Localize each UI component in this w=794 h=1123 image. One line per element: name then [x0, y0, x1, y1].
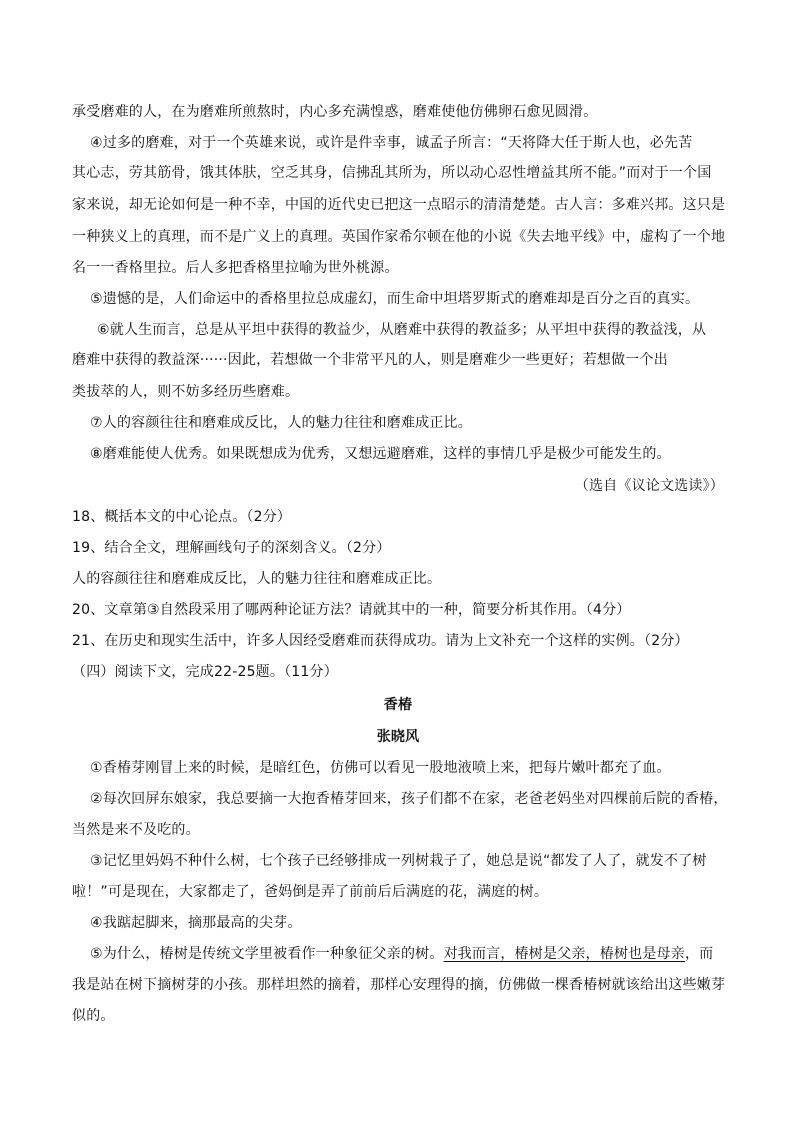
paragraph-8-line: ⑧磨难能使人优秀。如果既想成为优秀，又想远避磨难，这样的事情几乎是极少可能发生的。 [90, 446, 671, 462]
paragraph-line: 我是站在树下摘树芽的小孩。那样坦然的摘着，那样心安理得的摘，仿佛做一棵香椿树就该给出这些嫩芽 [72, 977, 726, 993]
paragraph-line: 类拔萃的人，则不妨多经历些磨难。 [72, 384, 300, 400]
paragraph-line: 承受磨难的人，在为磨难所煎熬时，内心多充满惶惑，磨难使他仿佛卵石愈见圆滑。 [72, 104, 598, 120]
question-19-quote: 人的容颜往往和磨难成反比，人的魅力往往和磨难成正比。 [72, 571, 442, 587]
paragraph-5-tail: ，而 [684, 946, 714, 962]
article-paragraph-1: ①香椿芽刚冒上来的时候，是暗红色，仿佛可以看见一股地液喷上来，把每片嫩叶都充了血。 [90, 760, 671, 776]
paragraph-7-line: ⑦人的容颜往往和磨难成反比，人的魅力往往和磨难成正比。 [90, 415, 472, 431]
article-paragraph-4: ④我踮起脚来，摘那最高的尖芽。 [90, 915, 302, 931]
paragraph-line: 一种狭义上的真理，而不是广义上的真理。英国作家希尔顿在他的小说《失去地平线》中，虚构了一个地 [72, 229, 726, 245]
article-title: 香椿 [383, 697, 413, 713]
question-18: 18、概括本文的中心论点。（2分） [72, 509, 292, 525]
article-paragraph-5 [90, 944, 724, 964]
paragraph-5-text: ⑤为什么，椿树是传统文学里被看作一种象征父亲的树。 [90, 946, 444, 962]
paragraph-4-line: ④过多的磨难，对于一个英雄来说，或许是件幸事，诚孟子所言：“天将降大任于斯人也，必先苦 [90, 135, 693, 151]
section-4-instruction: （四）阅读下文，完成22-25题。（11分） [72, 664, 338, 680]
underlined-sentence: 对我而言，椿树是父亲，椿树也是母亲 [443, 946, 685, 962]
source-citation: （选自《议论文选读》） [574, 478, 724, 494]
question-20: 20、文章第③自然段采用了哪两种论证方法？请就其中的一种，简要分析其作用。（4分） [72, 602, 631, 618]
paragraph-5-line: ⑤遗憾的是，人们命运中的香格里拉总成虚幻，而生命中坦塔罗斯式的磨难却是百分之百的真实。 [90, 291, 700, 307]
paragraph-line: 磨难中获得的教益深······因此，若想做一个非常平凡的人，则是磨难少一些更好；若想做一个出 [72, 352, 668, 368]
paragraph-line: 名一一香格里拉。后人多把香格里拉喻为世外桃源。 [72, 260, 399, 276]
question-21: 21、在历史和现实生活中，许多人因经受磨难而获得成功。请为上文补充一个这样的实例。（2分） [72, 633, 689, 649]
paragraph-line: 啦！”可是现在，大家都走了，爸妈倒是弄了前前后后满庭的花，满庭的树。 [72, 884, 549, 900]
paragraph-line: 似的。 [72, 1008, 115, 1024]
article-paragraph-3: ③记忆里妈妈不种什么树，七个孩子已经够排成一列树栽子了，她总是说“都发了人了，就发不了树 [90, 853, 707, 869]
paragraph-line: 当然是来不及吃的。 [72, 822, 200, 838]
question-19: 19、结合全文，理解画线句子的深刻含义。（2分） [72, 540, 391, 556]
paragraph-line: 家来说，却无论如何是一种不幸，中国的近代史已把这一点昭示的清清楚楚。古人言：多难兴邦。这只是 [72, 197, 726, 213]
article-author: 张晓风 [376, 729, 420, 745]
article-paragraph-2: ②每次回屏东娘家，我总要摘一大抱香椿芽回来，孩子们都不在家，老爸老妈坐对四棵前后院的香椿， [90, 791, 728, 807]
paragraph-6-line: ⑥就人生而言，总是从平坦中获得的教益少，从磨难中获得的教益多；从平坦中获得的教益浅，从 [97, 322, 707, 338]
paragraph-line: 其心志，劳其筋骨，饿其体肤，空乏其身，信拂乱其所为，所以动心忍性增益其所不能。”而对于一个国 [72, 165, 712, 181]
